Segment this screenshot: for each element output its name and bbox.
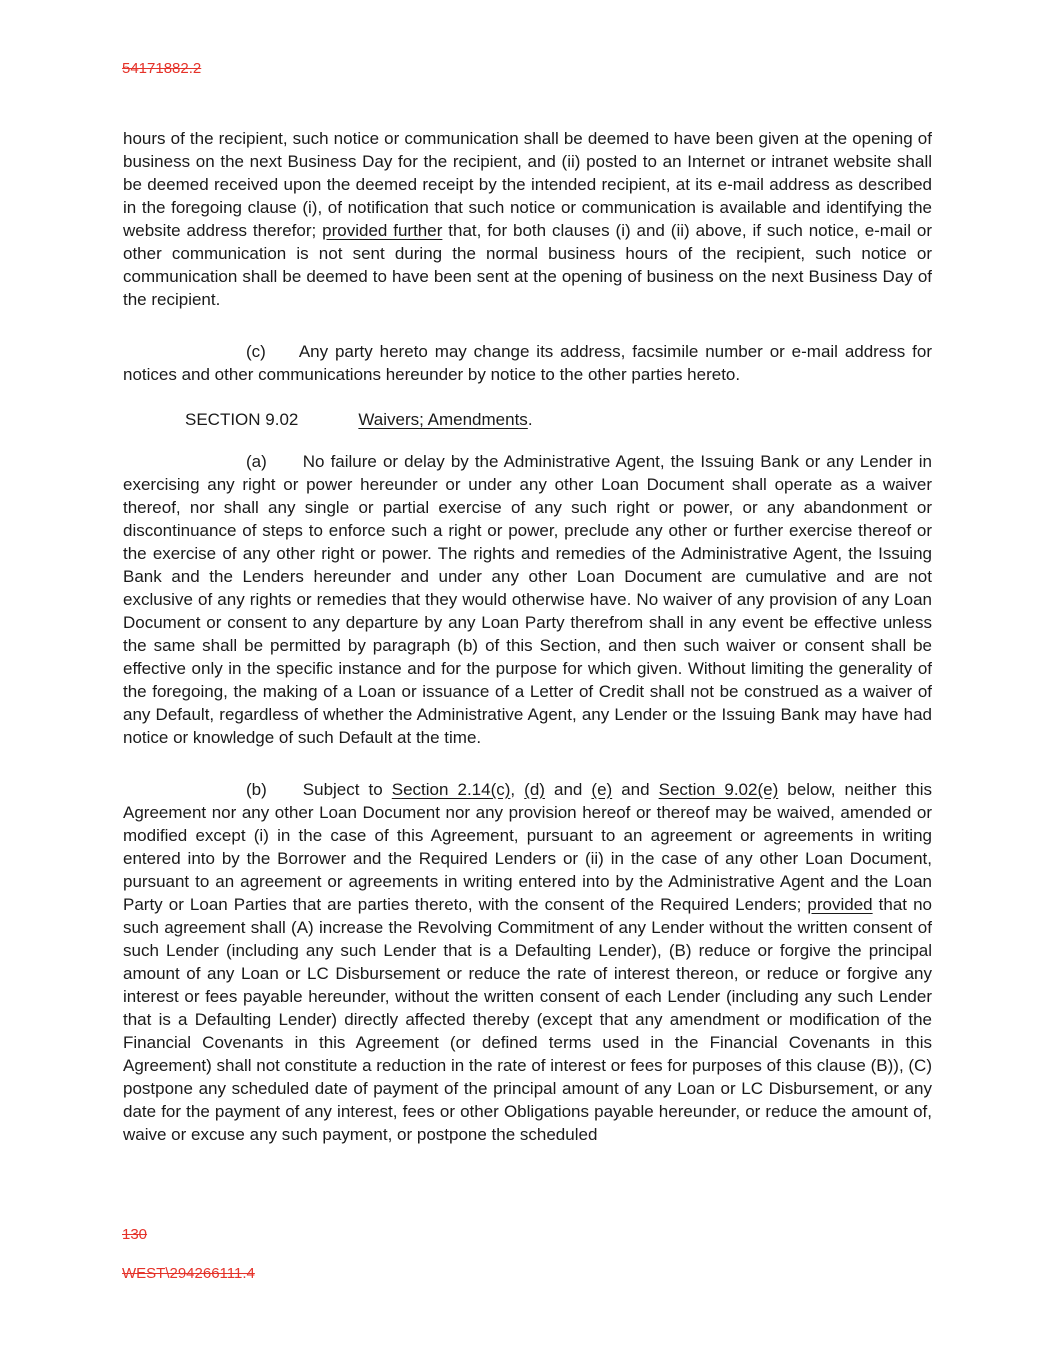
- underlined-text-run: provided further: [322, 221, 443, 240]
- paragraph-c-change-address: [123, 340, 932, 386]
- footer-doc-id: WEST\294266111.4: [122, 1265, 255, 1282]
- underlined-text-run: (e): [591, 780, 613, 799]
- underlined-text-run: Section 9.02(e): [658, 780, 779, 799]
- text-run: and: [544, 780, 592, 799]
- underlined-text-run: Section 2.14(c): [391, 780, 511, 799]
- text-run: (c): [246, 342, 266, 361]
- body-text: [123, 127, 932, 1146]
- header-doc-stamp-number: 54171882.2: [122, 60, 202, 77]
- paragraph-notices-continuation: [123, 127, 932, 311]
- text-run: (b): [246, 780, 267, 799]
- text-run: that, for both clauses (i) and (ii) above, if such notice, e-mail or other communication is not sent during the normal business hours of the recipient, such notice or communication shall be deemed to have been sent at the opening of business on the next Business Day of the recipient.: [123, 221, 932, 309]
- underlined-text-run: provided: [807, 895, 873, 914]
- text-run: Any party hereto may change its address, facsimile number or e-mail address for notices and other communications hereunder by notice to the other parties hereto.: [123, 342, 932, 384]
- footer-page-number: 130: [122, 1226, 148, 1243]
- text-run: (a): [246, 452, 267, 471]
- paragraph-b-amendments: [123, 778, 932, 1146]
- text-run: and: [612, 780, 659, 799]
- text-run: Subject to: [302, 780, 392, 799]
- underlined-text-run: Waivers; Amendments: [358, 410, 528, 429]
- text-run: .: [527, 410, 533, 429]
- text-run: SECTION 9.02: [185, 410, 299, 429]
- heading-section-9-02: [123, 408, 932, 431]
- text-run: below, neither this Agreement nor any other Loan Document nor any provision hereof or thereof may be waived, amended or modified except (i) in the case of this Agreement, pursuant to an agreement or agreements in writing entered into by the Borrower and the Required Lenders or (ii) in the case of any other Loan Document, pursuant to an agreement or agreements in writing entered into by the Administrative Agent and the Loan Party or Loan Parties that are parties thereto, with the consent of the Required Lenders;: [123, 780, 933, 914]
- text-run: hours of the recipient, such notice or communication shall be deemed to have been given at the opening of business on the next Business Day for the recipient, and (ii) posted to an Internet or intranet website shall be deemed received upon the deemed receipt by the intended recipient, at its e-mail address as described in the foregoing clause (i), of notification that such notice or communication is available and identifying the website address therefor;: [123, 129, 932, 240]
- underlined-text-run: (d): [524, 780, 545, 799]
- text-run: that no such agreement shall (A) increase the Revolving Commitment of any Lender without the written consent of such Lender (including any such Lender that is a Defaulting Lender), (B) reduce or forgive the principal amount of any Loan or LC Disbursement or reduce the rate of interest thereon, or reduce or forgive any interest or fees payable hereunder, without the written consent of each Lender (including any such Lender that is a Defaulting Lender) directly affected thereby (except that any amendment or modification of the Financial Covenants in this Agreement (or defined terms used in the Financial Covenants in this Agreement) shall not constitute a reduction in the rate of interest or fees for purposes of this clause (B)), (C) postpone any scheduled date of payment of the principal amount of any Loan or LC Disbursement, or any date for the payment of any interest, fees or other Obligations payable hereunder, or reduce the amount of, waive or excuse any such payment, or postpone the scheduled: [123, 895, 932, 1144]
- text-run: ,: [510, 780, 525, 799]
- paragraph-a-no-waiver: [123, 450, 932, 749]
- text-run: No failure or delay by the Administrative Agent, the Issuing Bank or any Lender in exercising any right or power hereunder or under any other Loan Document shall operate as a waiver thereof, nor shall any single or partial exercise of any such right or power, or any abandonment or discontinuance of steps to enforce such a right or power, preclude any other or further exercise thereof or the exercise of any other right or power. The rights and remedies of the Administrative Agent, the Issuing Bank and the Lenders hereunder and under any other Loan Document are cumulative and are not exclusive of any rights or remedies that they would otherwise have. No waiver of any provision of any Loan Document or consent to any departure by any Loan Party therefrom shall in any event be effective unless the same shall be permitted by paragraph (b) of this Section, and then such waiver or consent shall be effective only in the specific instance and for the purpose for which given. Without limiting the generality of the foregoing, the making of a Loan or issuance of a Letter of Credit shall not be construed as a waiver of any Default, regardless of whether the Administrative Agent, any Lender or the Issuing Bank may have had notice or knowledge of such Default at the time.: [123, 452, 932, 747]
